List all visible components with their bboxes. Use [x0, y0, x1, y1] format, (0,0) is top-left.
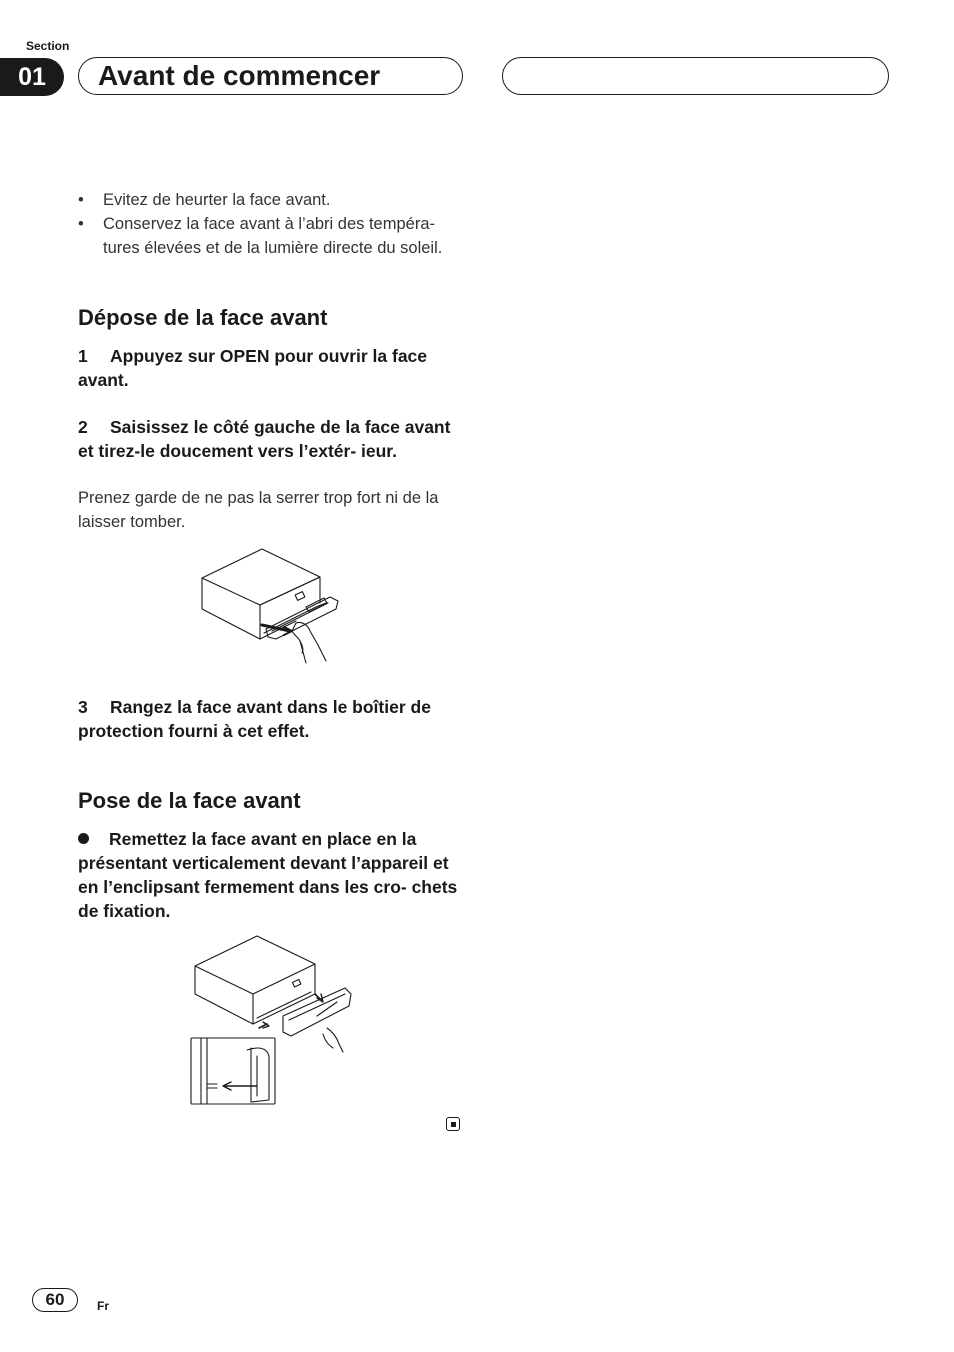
list-item: • Evitez de heurter la face avant.	[78, 191, 331, 209]
section-title-box	[78, 57, 463, 95]
language-code: Fr	[97, 1299, 109, 1313]
end-of-section-icon	[446, 1117, 460, 1131]
empty-header-box	[502, 57, 889, 95]
section-title: Avant de commencer	[98, 60, 381, 91]
section-label: Section	[26, 39, 70, 53]
removal-heading: Dépose de la face avant	[78, 305, 328, 330]
bullet-icon	[78, 833, 89, 844]
removal-step-1: 1 Appuyez sur OPEN pour ouvrir la face avant.	[78, 346, 428, 390]
face-attach-illustration	[187, 932, 359, 1108]
removal-step-3: 3 Rangez la face avant dans le boîtier de protection fourni à cet effet.	[78, 697, 431, 741]
removal-step-2-note: Prenez garde de ne pas la serrer trop fort ni de la laisser tomber.	[78, 489, 439, 531]
intro-bullet-list	[78, 188, 470, 260]
list-item: • Conservez la face avant à l’abri des tempéra- tures élevées et de la lumière directe du soleil.	[78, 215, 443, 257]
removal-step-2: 2 Saisissez le côté gauche de la face avant et tirez-le doucement vers l’extér- ieur.	[78, 417, 451, 461]
attach-heading: Pose de la face avant	[78, 788, 301, 813]
page-number: 60	[32, 1288, 78, 1312]
face-removal-illustration	[196, 545, 346, 667]
attach-instruction: Remettez la face avant en place en la présentant verticalement devant l’appareil et en l’enclipsant fermement dans les cro- chets de fixation.	[78, 829, 458, 921]
section-number-badge: 01	[0, 58, 64, 96]
